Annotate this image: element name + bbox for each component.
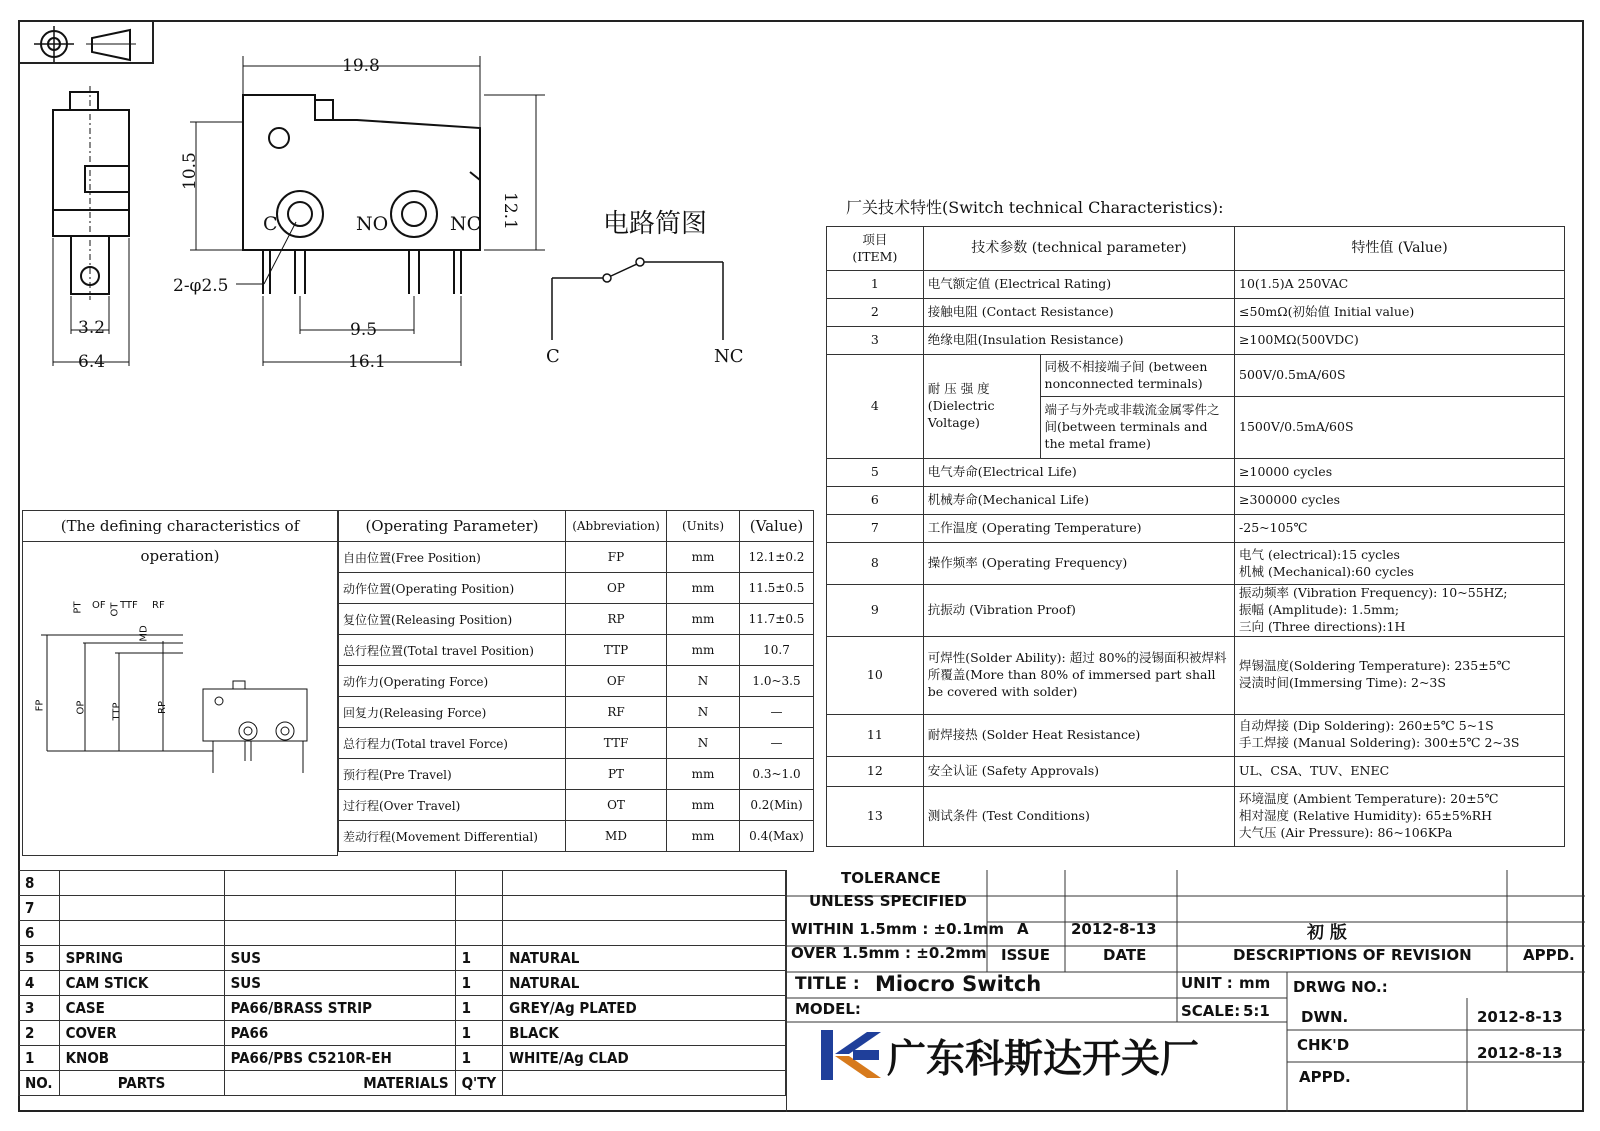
tech-row-param: 安全认证 (Safety Approvals) <box>923 756 1234 786</box>
chkd-label: CHK'D <box>1297 1036 1350 1054</box>
ops-row-unit: mm <box>667 604 740 635</box>
bom-row-no: 6 <box>19 921 60 946</box>
ops-row-value: — <box>740 697 814 728</box>
dim-height-left: 10.5 <box>180 152 200 190</box>
bom-row <box>19 1021 786 1046</box>
ops-row-param: 自由位置(Free Position) <box>339 542 566 573</box>
bom-row-no: 1 <box>19 1046 60 1071</box>
tech-row-param: 测试条件 (Test Conditions) <box>923 786 1234 846</box>
dim-hole: 2-φ2.5 <box>173 276 229 296</box>
tech-row-param: 耐 压 强 度 (Dielectric Voltage) <box>923 355 1040 459</box>
bom-row-part: SPRING <box>59 946 224 971</box>
tech-row-value: 自动焊接 (Dip Soldering): 260±5℃ 5~1S 手工焊接 (Manual Soldering): 300±5℃ 2~3S <box>1235 714 1565 756</box>
ops-diagram-label: MD <box>138 625 150 642</box>
bom-row-note: BLACK <box>503 1021 786 1046</box>
date-value: 2012-8-13 <box>1071 920 1157 938</box>
dim-width: 19.8 <box>342 56 380 76</box>
bom-header-parts: PARTS <box>59 1071 224 1096</box>
ops-row-param: 总行程力(Total travel Force) <box>339 728 566 759</box>
tech-row-value: -25~105℃ <box>1235 515 1565 543</box>
ops-row-abbr: PT <box>566 759 667 790</box>
ops-row-unit: mm <box>667 542 740 573</box>
over-tolerance: OVER 1.5mm : ±0.2mm <box>791 944 987 962</box>
tech-row-param: 操作频率 (Operating Frequency) <box>923 543 1234 585</box>
model-label: MODEL: <box>795 1000 861 1018</box>
bom-row-no: 8 <box>19 871 60 896</box>
bom-row-qty <box>455 896 503 921</box>
title-value: Miocro Switch <box>875 972 1042 996</box>
tech-row-param: 耐焊接热 (Solder Heat Resistance) <box>923 714 1234 756</box>
date-header: DATE <box>1103 946 1147 964</box>
unit-value: mm <box>1239 974 1271 992</box>
bom-row-part <box>59 921 224 946</box>
ops-row-abbr: OP <box>566 573 667 604</box>
ops-diagram-label: TTP <box>111 702 123 721</box>
bom-row-part: CAM STICK <box>59 971 224 996</box>
mechanical-drawing <box>0 0 800 390</box>
bom-row-material: PA66/BRASS STRIP <box>224 996 455 1021</box>
ops-row-value: 0.4(Max) <box>740 821 814 852</box>
bom-row-qty: 1 <box>455 1021 503 1046</box>
title-block <box>786 870 1584 1112</box>
bom-row <box>19 921 786 946</box>
tech-header-item: 项目 (ITEM) <box>827 227 924 271</box>
bom-row-no: 4 <box>19 971 60 996</box>
ops-row-param: 差动行程(Movement Differential) <box>339 821 566 852</box>
bom-row-note: GREY/Ag PLATED <box>503 996 786 1021</box>
ops-row-value: 0.3~1.0 <box>740 759 814 790</box>
bom-header-no: NO. <box>19 1071 60 1096</box>
ops-row-value: 10.7 <box>740 635 814 666</box>
bom-row-part: COVER <box>59 1021 224 1046</box>
ops-diagram-label: OP <box>75 700 87 715</box>
bom-row-no: 7 <box>19 896 60 921</box>
dim-pin-pitch: 9.5 <box>350 320 378 340</box>
tech-row-sub: 端子与外壳或非载流金属零件之间(between terminals and the metal frame) <box>1040 397 1234 459</box>
tech-row-sub: 同极不相接端子间 (between nonconnected terminals) <box>1040 355 1234 397</box>
terminal-nc-label: NC <box>450 213 482 235</box>
tech-row-no: 2 <box>827 299 924 327</box>
bom-row <box>19 971 786 996</box>
ops-row-value: 11.7±0.5 <box>740 604 814 635</box>
issue-header: ISSUE <box>1001 946 1050 964</box>
ops-header-param: (Operating Parameter) <box>339 511 566 542</box>
tech-row-value: 500V/0.5mA/60S <box>1235 355 1565 397</box>
unit-label: UNIT : <box>1181 974 1233 992</box>
tech-row-no: 11 <box>827 714 924 756</box>
tolerance-label: TOLERANCE <box>841 869 941 887</box>
ops-row-param: 动作位置(Operating Position) <box>339 573 566 604</box>
revision-desc-header: DESCRIPTIONS OF REVISION <box>1233 946 1472 964</box>
terminal-c-label: C <box>263 213 278 235</box>
ops-row-unit: mm <box>667 635 740 666</box>
ops-row-param: 过行程(Over Travel) <box>339 790 566 821</box>
ops-diagram-label: RF <box>152 600 165 611</box>
dim-side-width: 6.4 <box>78 352 106 372</box>
tech-row-param: 接触电阻 (Contact Resistance) <box>923 299 1234 327</box>
tech-row-param: 可焊性(Solder Ability): 超过 80%的浸锡面积被焊料所覆盖(More than 80% of immersed part shall be covered with solder) <box>923 636 1234 714</box>
tech-row-no: 3 <box>827 327 924 355</box>
scale-label: SCALE: <box>1181 1002 1241 1020</box>
issue-value: A <box>1017 920 1029 938</box>
ops-row-unit: N <box>667 697 740 728</box>
tech-row-no: 12 <box>827 756 924 786</box>
tech-row-value: 焊锡温度(Soldering Temperature): 235±5℃ 浸渍时间(Immersing Time): 2~3S <box>1235 636 1565 714</box>
ops-row-value: 1.0~3.5 <box>740 666 814 697</box>
tech-row-value: 振动频率 (Vibration Frequency): 10~55HZ; 振幅 (Amplitude): 1.5mm; 三向 (Three directions):1H <box>1235 585 1565 637</box>
bom-row-note: NATURAL <box>503 946 786 971</box>
ops-row-unit: mm <box>667 790 740 821</box>
bom-row-material <box>224 896 455 921</box>
ops-row-value: 11.5±0.5 <box>740 573 814 604</box>
tech-row-value: 环境温度 (Ambient Temperature): 20±5℃ 相对湿度 (Relative Humidity): 65±5%RH 大气压 (Air Pressure): 86~106KPa <box>1235 786 1565 846</box>
tech-title: 厂关技术特性(Switch technical Characteristics): <box>846 198 1224 217</box>
bom-row-material: SUS <box>224 971 455 996</box>
circuit-title: 电路简图 <box>603 209 708 239</box>
bom-row-qty <box>455 871 503 896</box>
bom-row-part: KNOB <box>59 1046 224 1071</box>
tech-row-param: 电气寿命(Electrical Life) <box>923 459 1234 487</box>
tech-row-no: 13 <box>827 786 924 846</box>
tech-row-value: 10(1.5)A 250VAC <box>1235 271 1565 299</box>
appd2-label: APPD. <box>1299 1068 1351 1086</box>
tech-row-param: 机械寿命(Mechanical Life) <box>923 487 1234 515</box>
ops-row-param: 预行程(Pre Travel) <box>339 759 566 790</box>
bom-table <box>18 870 786 1096</box>
tech-header-value: 特性值 (Value) <box>1235 227 1565 271</box>
bom-row-material <box>224 921 455 946</box>
tech-row-no: 6 <box>827 487 924 515</box>
chkd-date: 2012-8-13 <box>1477 1044 1563 1062</box>
bom-row-qty: 1 <box>455 971 503 996</box>
ops-row-abbr: TTF <box>566 728 667 759</box>
bom-header-qty: Q'TY <box>455 1071 503 1096</box>
dim-height-right: 12.1 <box>500 192 520 230</box>
bom-row-material: PA66 <box>224 1021 455 1046</box>
bom-row-no: 2 <box>19 1021 60 1046</box>
ops-diagram-label: RP <box>156 701 168 714</box>
tech-row-no: 7 <box>827 515 924 543</box>
ops-row-abbr: MD <box>566 821 667 852</box>
ops-row-abbr: OF <box>566 666 667 697</box>
tech-row-no: 1 <box>827 271 924 299</box>
tech-row-no: 4 <box>827 355 924 459</box>
bom-row <box>19 1046 786 1071</box>
tech-row-value: 1500V/0.5mA/60S <box>1235 397 1565 459</box>
tech-row-value: ≥100MΩ(500VDC) <box>1235 327 1565 355</box>
title-label: TITLE : <box>795 974 860 994</box>
bom-row-part: CASE <box>59 996 224 1021</box>
ops-header-units: (Units) <box>667 511 740 542</box>
bom-row-note <box>503 896 786 921</box>
tech-row-no: 10 <box>827 636 924 714</box>
ops-row-value: 12.1±0.2 <box>740 542 814 573</box>
tech-row-value: ≤50mΩ(初始值 Initial value) <box>1235 299 1565 327</box>
circuit-nc-label: NC <box>714 346 744 367</box>
tech-row-param: 绝缘电阻(Insulation Resistance) <box>923 327 1234 355</box>
tech-row-no: 5 <box>827 459 924 487</box>
dim-side-tab: 3.2 <box>78 318 106 338</box>
appd-header: APPD. <box>1523 946 1575 964</box>
tech-row-no: 9 <box>827 585 924 637</box>
bom-row <box>19 996 786 1021</box>
ops-row-abbr: RF <box>566 697 667 728</box>
ops-row-param: 复位位置(Releasing Position) <box>339 604 566 635</box>
ops-table <box>338 510 814 852</box>
ops-row-unit: mm <box>667 573 740 604</box>
bom-row-no: 5 <box>19 946 60 971</box>
ops-row-unit: mm <box>667 821 740 852</box>
bom-row-part <box>59 896 224 921</box>
within-tolerance: WITHIN 1.5mm : ±0.1mm <box>791 920 1004 938</box>
company-name: 广东科斯达开关厂 <box>887 1037 1200 1082</box>
revision-desc-value: 初 版 <box>1307 923 1347 943</box>
bom-row-qty <box>455 921 503 946</box>
tech-row-value: ≥300000 cycles <box>1235 487 1565 515</box>
bom-header-materials: MATERIALS <box>224 1071 455 1096</box>
bom-row-material <box>224 871 455 896</box>
company-logo-icon <box>821 1030 881 1080</box>
ops-diagram-label: FP <box>34 699 46 712</box>
tech-row-no: 8 <box>827 543 924 585</box>
tech-row-param: 抗振动 (Vibration Proof) <box>923 585 1234 637</box>
ops-diagram-label: TTF <box>120 600 138 611</box>
bom-row-qty: 1 <box>455 1046 503 1071</box>
ops-diagram-label: OF <box>92 600 106 611</box>
bom-row-note <box>503 921 786 946</box>
ops-row-unit: mm <box>667 759 740 790</box>
circuit-c-label: C <box>546 346 560 367</box>
ops-row-unit: N <box>667 728 740 759</box>
dwn-label: DWN. <box>1301 1008 1349 1026</box>
bom-row-qty: 1 <box>455 946 503 971</box>
ops-header-defining: (The defining characteristics of operation) <box>22 510 338 542</box>
bom-row <box>19 946 786 971</box>
bom-row-material: SUS <box>224 946 455 971</box>
ops-row-param: 回复力(Releasing Force) <box>339 697 566 728</box>
ops-row-abbr: FP <box>566 542 667 573</box>
ops-row-value: 0.2(Min) <box>740 790 814 821</box>
tech-row-param: 电气额定值 (Electrical Rating) <box>923 271 1234 299</box>
unless-label: UNLESS SPECIFIED <box>809 892 967 910</box>
terminal-no-label: NO <box>356 213 389 235</box>
ops-header-abbr: (Abbreviation) <box>566 511 667 542</box>
tech-row-value: UL、CSA、TUV、ENEC <box>1235 756 1565 786</box>
ops-row-value: — <box>740 728 814 759</box>
bom-row-note: NATURAL <box>503 971 786 996</box>
tech-row-value: ≥10000 cycles <box>1235 459 1565 487</box>
ops-row-param: 动作力(Operating Force) <box>339 666 566 697</box>
ops-row-abbr: TTP <box>566 635 667 666</box>
bom-row-note <box>503 871 786 896</box>
dwn-date: 2012-8-13 <box>1477 1008 1563 1026</box>
tech-row-value: 电气 (electrical):15 cycles 机械 (Mechanical):60 cycles <box>1235 543 1565 585</box>
ops-row-abbr: OT <box>566 790 667 821</box>
tech-header-param: 技术参数 (technical parameter) <box>923 227 1234 271</box>
ops-diagram-label: PT <box>72 601 84 614</box>
bom-row-no: 3 <box>19 996 60 1021</box>
ops-diagram-label: OT <box>109 602 121 617</box>
bom-row <box>19 871 786 896</box>
ops-row-abbr: RP <box>566 604 667 635</box>
dim-pin-span: 16.1 <box>348 352 386 372</box>
ops-header-value: (Value) <box>740 511 814 542</box>
bom-row-qty: 1 <box>455 996 503 1021</box>
bom-row-material: PA66/PBS C5210R-EH <box>224 1046 455 1071</box>
drwg-no-label: DRWG NO.: <box>1293 978 1388 996</box>
tech-table <box>826 226 1565 847</box>
tech-row-param: 工作温度 (Operating Temperature) <box>923 515 1234 543</box>
scale-value: 5:1 <box>1243 1002 1270 1020</box>
bom-row-part <box>59 871 224 896</box>
ops-row-unit: N <box>667 666 740 697</box>
bom-row <box>19 896 786 921</box>
ops-row-param: 总行程位置(Total travel Position) <box>339 635 566 666</box>
bom-row-note: WHITE/Ag CLAD <box>503 1046 786 1071</box>
